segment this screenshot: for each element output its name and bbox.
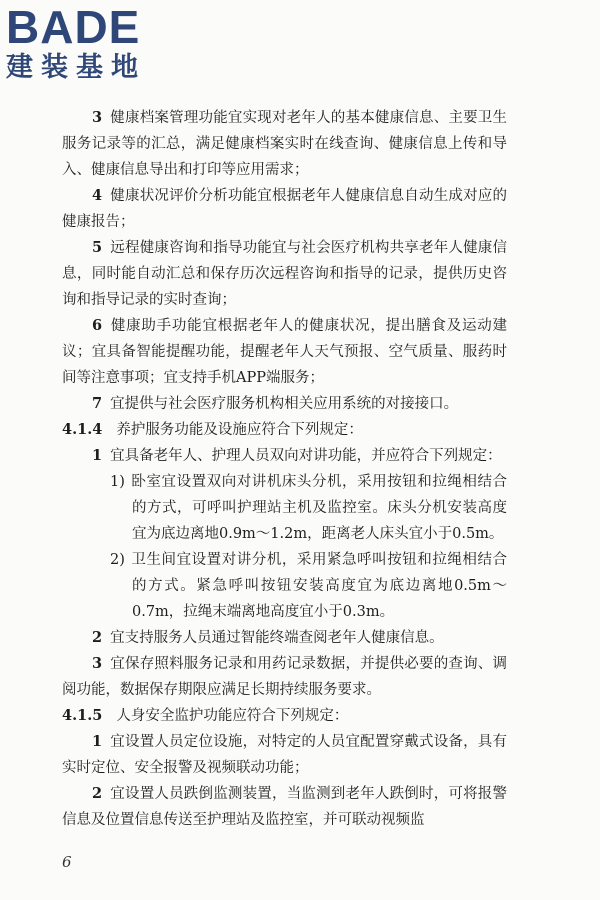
item-5-remote-consult: 5 远程健康咨询和指导功能宜与社会医疗机构共享老年人健康信息，同时能自动汇总和保存历次远程咨询和指导的记录，提供历史咨询和指导记录的实时查询； (62, 239, 507, 308)
bade-logo (6, 1, 146, 84)
item-2-terminal: 2 宜支持服务人员通过智能终端查阅老年人健康信息。 (92, 629, 444, 646)
item-1-intercom: 1 宜具备老年人、护理人员双向对讲功能，并应符合下列规定： (92, 447, 502, 464)
item-3-care-records: 3 宜保存照料服务记录和用药记录数据，并提供必要的查询、调阅功能，数据保存期限应满足长期持续服务要求。 (62, 655, 507, 698)
logo-wordmark: BADE (6, 1, 141, 53)
logo-subtitle: 建装基地 (6, 52, 146, 83)
item-6-health-assistant: 6 健康助手功能宜根据老年人的健康状况，提出膳食及运动建议；宜具备智能提醒功能，提醒老年人天气预报、空气质量、服药时间等注意事项；宜支持手机APP端服务； (62, 317, 507, 386)
clause-4-1-5: 4.1.5 人身安全监护功能应符合下列规定： (62, 707, 349, 724)
page-number: 6 (62, 853, 72, 871)
subitem-2-bathroom: 2) 卫生间宜设置对讲分机，采用紧急呼叫按钮和拉绳相结合的方式。紧急呼叫按钮安装高度宜为底边离地0.5m～0.7m，拉绳末端离地高度宜小于0.3m。 (110, 552, 507, 620)
item-7-interface: 7 宜提供与社会医疗服务机构相关应用系统的对接接口。 (92, 395, 459, 412)
item-2-fall-detection: 2 宜设置人员跌倒监测装置，当监测到老年人跌倒时，可将报警信息及位置信息传送至护理站及监控室，并可联动视频监 (62, 785, 507, 828)
clause-4-1-4: 4.1.4 养护服务功能及设施应符合下列规定： (62, 421, 363, 438)
subitem-1-bedroom: 1) 卧室宜设置双向对讲机床头分机，采用按钮和拉绳相结合的方式，可呼叫护理站主机及监控室。床头分机安装高度宜为底边离地0.9m～1.2m，距离老人床头宜小于0.5m。 (110, 474, 507, 542)
item-3-health-records: 3 健康档案管理功能宜实现对老年人的基本健康信息、主要卫生服务记录等的汇总，满足健康档案实时在线查询、健康信息上传和导入、健康信息导出和打印等应用需求； (62, 109, 507, 178)
item-1-positioning: 1 宜设置人员定位设施，对特定的人员宜配置穿戴式设备，具有实时定位、安全报警及视频联动功能； (62, 733, 507, 776)
item-4-health-evaluation: 4 健康状况评价分析功能宜根据老年人健康信息自动生成对应的健康报告； (62, 187, 507, 230)
document-body (62, 105, 507, 833)
